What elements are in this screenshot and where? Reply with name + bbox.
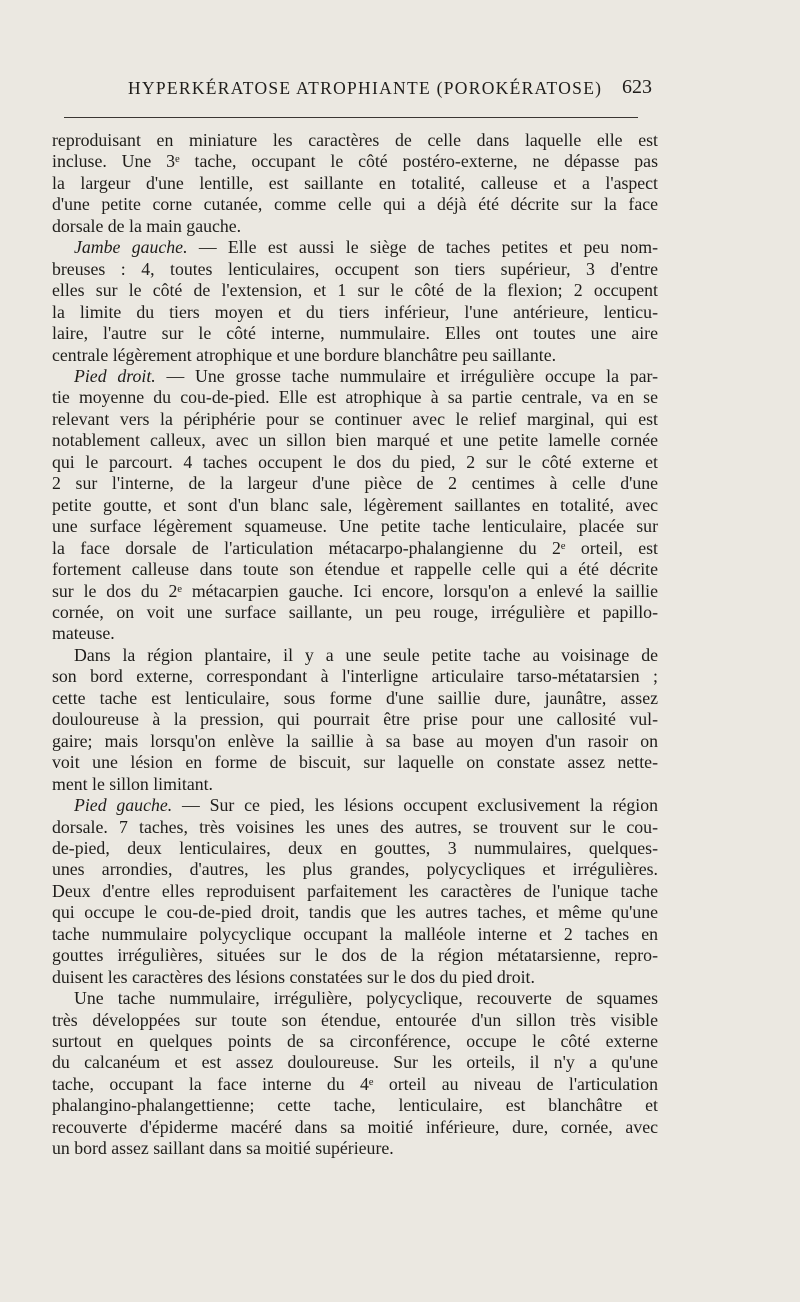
line-text: ment le sillon limitant. (52, 773, 214, 794)
line-text: relevant vers la périphérie pour se continuer avec le relief marginal, qui est (52, 408, 658, 429)
text-line (52, 945, 658, 966)
text-line (52, 280, 658, 301)
text-line (52, 1052, 658, 1073)
text-line (52, 902, 658, 923)
line-text: mateuse. (52, 623, 115, 644)
text-line (52, 473, 658, 494)
text-line (52, 430, 658, 451)
text-line (52, 409, 658, 430)
text-line (52, 130, 658, 151)
line-text: d'une petite corne cutanée, comme celle qui a déjà été décrite sur la face (52, 194, 658, 215)
running-title: HYPERKÉRATOSE ATROPHIANTE (POROKÉRATOSE) (128, 78, 603, 98)
line-text: qui le parcourt. 4 taches occupent le dos du pied, 2 sur le côté externe et (52, 451, 658, 472)
text-line (52, 559, 658, 580)
line-text: — Sur ce pied, les lésions occupent exclusivement la région (172, 795, 658, 816)
text-line (52, 1095, 658, 1116)
line-text: voit une lésion en forme de biscuit, sur laquelle on constate assez nette- (52, 752, 658, 773)
line-text: breuses : 4, toutes lenticulaires, occupent son tiers supérieur, 3 d'entre (52, 258, 658, 279)
text-line (52, 666, 658, 687)
line-text: Deux d'entre elles reproduisent parfaitement les caractères de l'unique tache (52, 880, 658, 901)
running-head (0, 78, 800, 108)
line-text: Une tache nummulaire, irrégulière, polycyclique, recouverte de squames (74, 988, 658, 1009)
text-line (52, 516, 658, 537)
line-text: unes arrondies, d'autres, les plus grandes, polycycliques et irrégulières. (52, 859, 658, 880)
text-line (52, 302, 658, 323)
text-line (52, 859, 658, 880)
line-text: la face dorsale de l'articulation métacarpo-phalangienne du 2ᵉ orteil, est (52, 537, 658, 558)
line-text: notablement calleux, avec un sillon bien marqué et une petite lamelle cornée (52, 430, 658, 451)
line-text: tache, occupant la face interne du 4ᵉ orteil au niveau de l'articulation (52, 1073, 658, 1094)
text-line (52, 1074, 658, 1095)
line-text: cornée, on voit une surface saillante, un peu rouge, irrégulière et papillo- (52, 601, 658, 622)
line-text: fortement calleuse dans toute son étendue et rappelle celle qui a été décrite (52, 559, 658, 580)
text-line (52, 688, 658, 709)
text-line (52, 194, 658, 215)
text-line (52, 452, 658, 473)
line-text: la largeur d'une lentille, est saillante en totalité, calleuse et a l'aspect (52, 172, 658, 193)
text-line (52, 173, 658, 194)
text-line (52, 538, 658, 559)
line-text: la limite du tiers moyen et du tiers inférieur, l'une antérieure, lenticu- (52, 301, 658, 322)
line-text: laire, l'autre sur le côté interne, nummulaire. Elles ont toutes une aire (52, 323, 658, 344)
text-line (52, 817, 658, 838)
text-line (52, 774, 658, 795)
line-text: elles sur le côté de l'extension, et 1 sur le côté de la flexion; 2 occupent (52, 280, 658, 301)
line-text: cette tache est lenticulaire, sous forme d'une saillie dure, jaunâtre, assez (52, 687, 658, 708)
text-line (52, 645, 658, 666)
text-line (52, 602, 658, 623)
line-text: phalangino-phalangettienne; cette tache, lenticulaire, est blanchâtre et (52, 1095, 658, 1116)
line-text: son bord externe, correspondant à l'interligne articulaire tarso-métatarsien ; (52, 666, 658, 687)
text-line (52, 838, 658, 859)
line-text: douloureuse à la pression, qui pourrait être prise pour une callosité vul- (52, 709, 658, 730)
text-line (52, 967, 658, 988)
page-number: 623 (622, 76, 652, 98)
line-text: duisent les caractères des lésions constatées sur le dos du pied droit. (52, 966, 535, 987)
line-text: 2 sur l'interne, de la largeur d'une pièce de 2 centimes à celle d'une (52, 473, 658, 494)
text-line (52, 237, 658, 258)
text-line (52, 345, 658, 366)
line-text: tache nummulaire polycyclique occupant la malléole interne et 2 taches en (52, 923, 658, 944)
text-line (52, 581, 658, 602)
line-text: une surface légèrement squameuse. Une petite tache lenticulaire, placée sur (52, 516, 658, 537)
text-line (52, 752, 658, 773)
text-line (52, 323, 658, 344)
header-rule (64, 117, 638, 118)
line-text: — Une grosse tache nummulaire et irrégulière occupe la par- (155, 365, 659, 386)
text-line (52, 1031, 658, 1052)
line-text: incluse. Une 3ᵉ tache, occupant le côté postéro-externe, ne dépasse pas (52, 151, 658, 172)
text-line (52, 988, 658, 1009)
text-line (52, 495, 658, 516)
line-text: dorsale de la main gauche. (52, 215, 242, 236)
text-line (52, 795, 658, 816)
text-line (52, 216, 658, 237)
text-line (52, 1138, 658, 1159)
line-text: recouverte d'épiderme macéré dans sa moitié inférieure, dure, cornée, avec (52, 1116, 658, 1137)
section-run-in-heading: Pied droit. (74, 365, 156, 386)
text-line (52, 366, 658, 387)
line-text: surtout en quelques points de sa circonférence, occupe le côté externe (52, 1031, 658, 1052)
line-text: dorsale. 7 taches, très voisines les unes des autres, se trouvent sur le cou- (52, 816, 658, 837)
body-text (52, 130, 658, 1160)
line-text: centrale légèrement atrophique et une bordure blanchâtre peu saillante. (52, 344, 557, 365)
line-text: tie moyenne du cou-de-pied. Elle est atrophique à sa partie centrale, va en se (52, 387, 658, 408)
text-line (52, 623, 658, 644)
text-line (52, 1117, 658, 1138)
text-line (52, 881, 658, 902)
line-text: du calcanéum et est assez douloureuse. Sur les orteils, il n'y a qu'une (52, 1052, 658, 1073)
line-text: petite goutte, et sont d'un blanc sale, légèrement saillantes en totalité, avec (52, 494, 658, 515)
line-text: gouttes irrégulières, situées sur le dos de la région métatarsienne, repro- (52, 945, 658, 966)
text-line (52, 731, 658, 752)
line-text: qui occupe le cou-de-pied droit, tandis que les autres taches, et même qu'une (52, 902, 658, 923)
text-line (52, 151, 658, 172)
line-text: Dans la région plantaire, il y a une seule petite tache au voisinage de (74, 644, 658, 665)
line-text: reproduisant en miniature les caractères de celle dans laquelle elle est (52, 130, 658, 150)
line-text: de-pied, deux lenticulaires, deux en gouttes, 3 nummulaires, quelques- (52, 837, 658, 858)
text-line (52, 924, 658, 945)
text-line (52, 387, 658, 408)
section-run-in-heading: Pied gauche. (74, 795, 173, 816)
line-text: sur le dos du 2ᵉ métacarpien gauche. Ici encore, lorsqu'on a enlevé la saillie (52, 580, 658, 601)
line-text: très développées sur toute son étendue, entourée d'un sillon très visible (52, 1009, 658, 1030)
text-line (52, 709, 658, 730)
line-text: gaire; mais lorsqu'on enlève la saillie à sa base au moyen d'un rasoir on (52, 730, 658, 751)
line-text: — Elle est aussi le siège de taches petites et peu nom- (187, 237, 658, 258)
section-run-in-heading: Jambe gauche. (74, 237, 188, 258)
text-line (52, 1010, 658, 1031)
text-line (52, 259, 658, 280)
line-text: un bord assez saillant dans sa moitié supérieure. (52, 1138, 394, 1159)
